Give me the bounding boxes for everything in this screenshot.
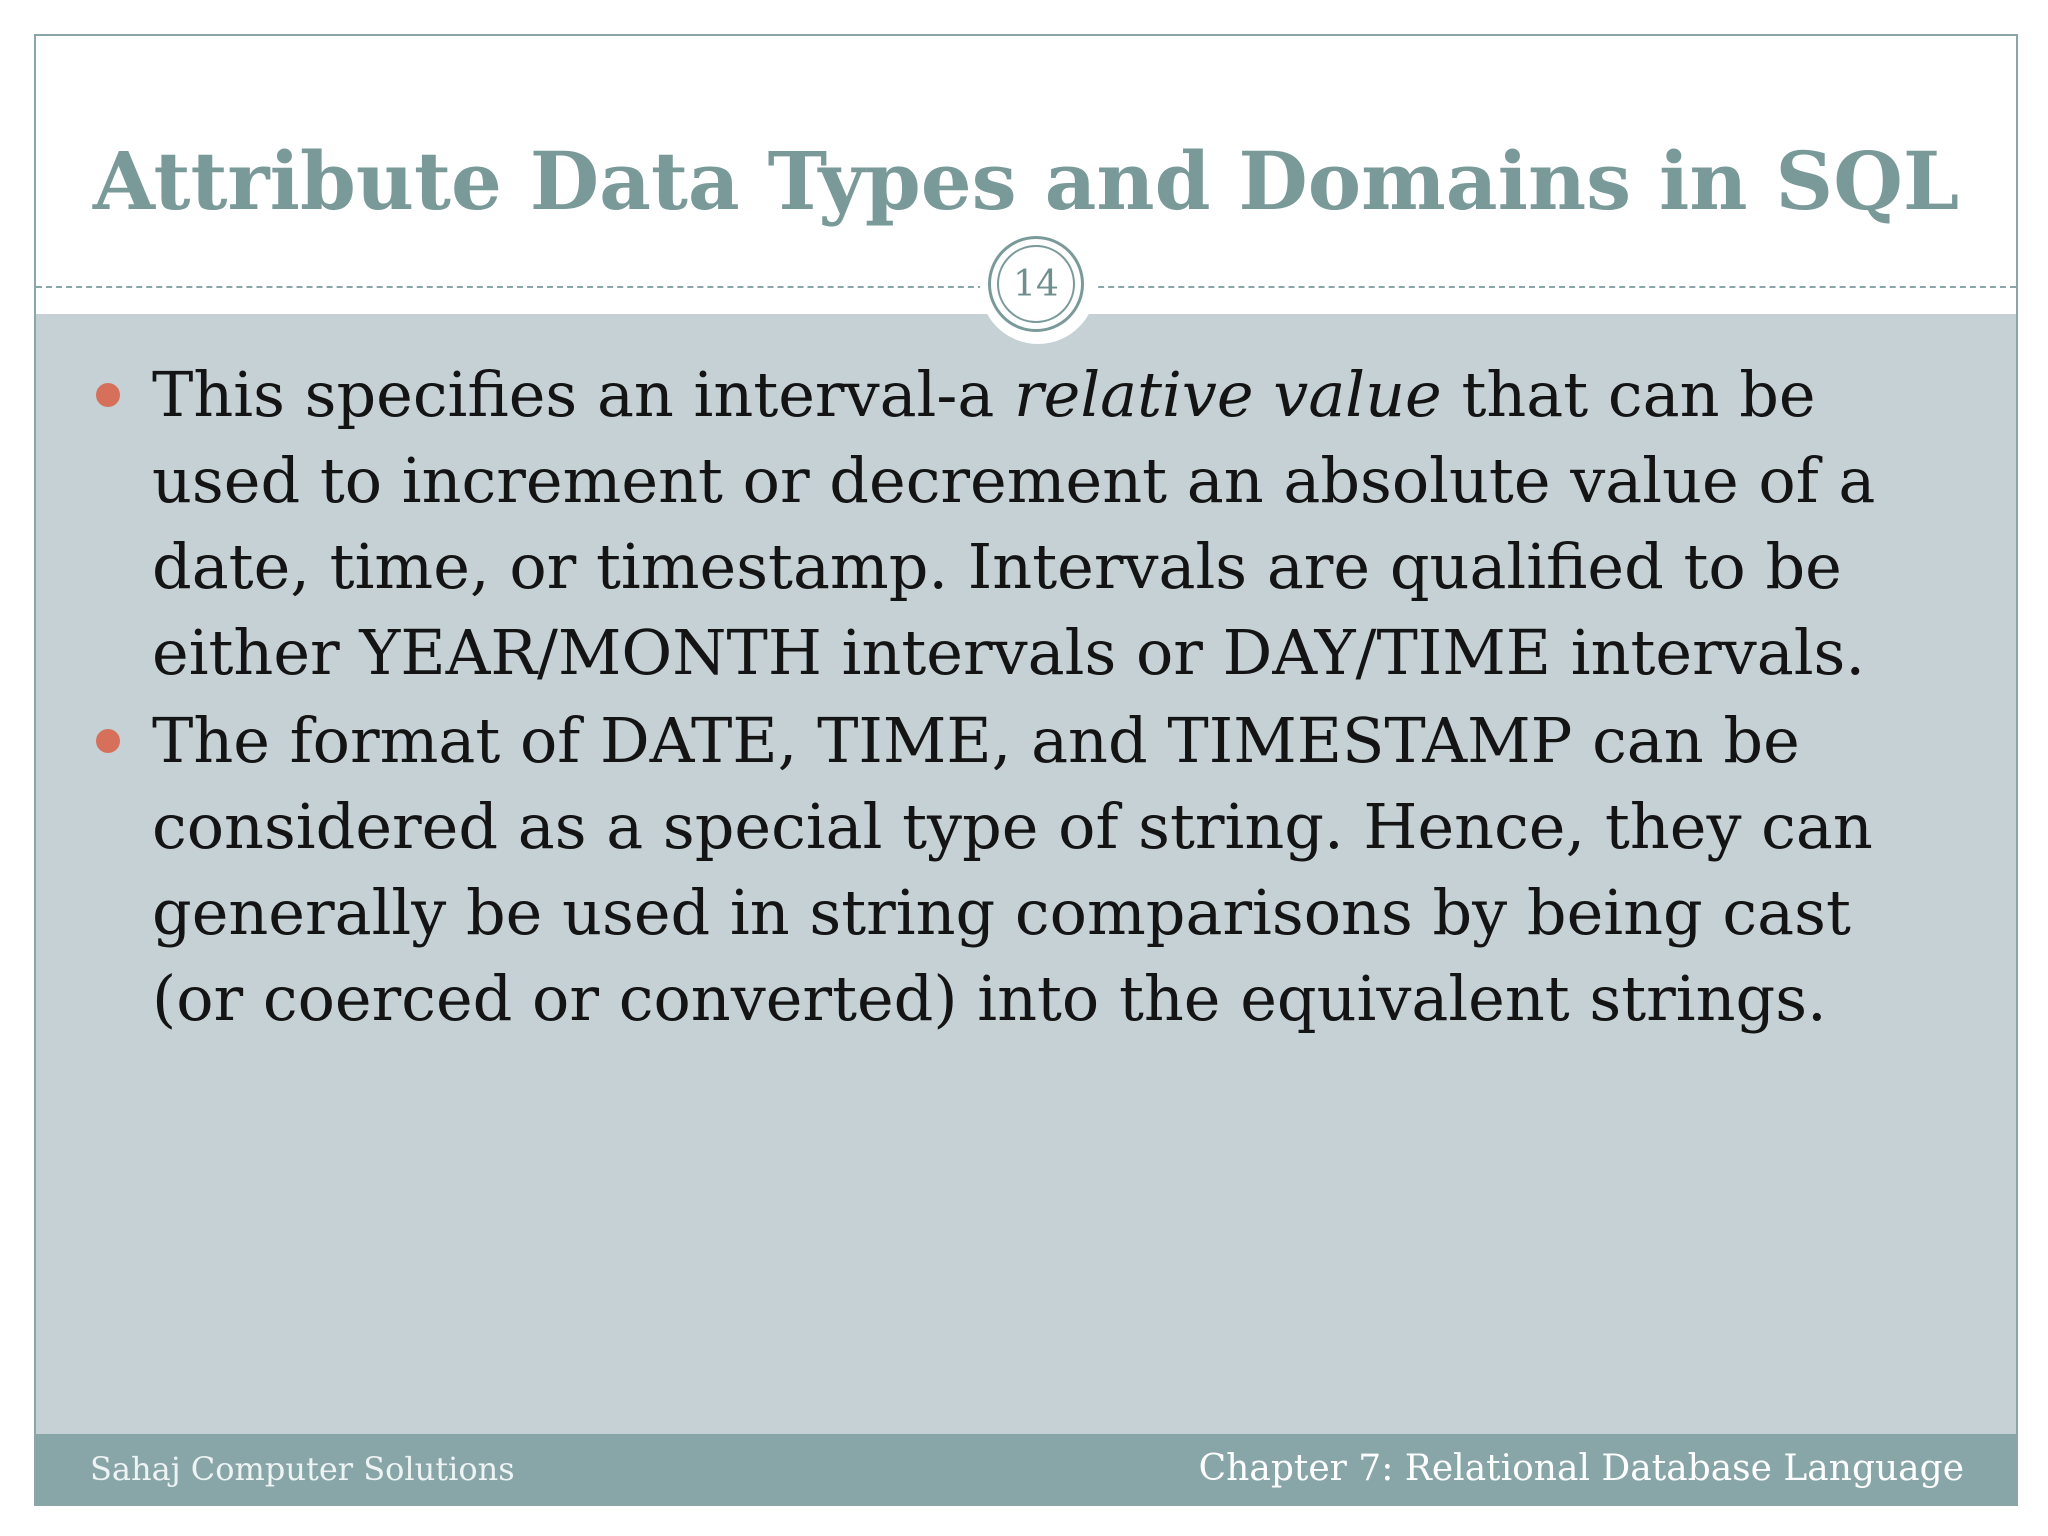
bullet-dot-icon xyxy=(96,383,120,407)
bullet-emphasis: relative value xyxy=(1014,358,1442,431)
bullet-text-start: This specifies an interval-a xyxy=(152,358,1015,431)
slide-title: Attribute Data Types and Domains in SQL xyxy=(92,134,1960,228)
bullet-dot-icon xyxy=(96,729,120,753)
page-number-badge xyxy=(980,228,1096,344)
bullet-list xyxy=(36,352,2016,1044)
slide xyxy=(34,34,2018,1506)
bullet-item xyxy=(36,698,2016,1042)
page-number: 14 xyxy=(997,245,1075,323)
footer-chapter: Chapter 7: Relational Database Language xyxy=(1198,1448,1964,1489)
bullet-text-end: that can be used to increment or decrement an absolute value of a date, time, or timestamp. Intervals are qualified to be either YEAR/MONTH intervals or DAY/TIME intervals. xyxy=(152,358,1876,689)
bullet-item xyxy=(36,352,2016,696)
footer-organization: Sahaj Computer Solutions xyxy=(90,1450,515,1488)
footer-bar xyxy=(36,1434,2016,1504)
bullet-text: The format of DATE, TIME, and TIMESTAMP can be considered as a special type of string. Hence, they can generally be used in string comparisons by being cast (or coerced or converted) into the equivalent strings. xyxy=(152,704,1873,1035)
